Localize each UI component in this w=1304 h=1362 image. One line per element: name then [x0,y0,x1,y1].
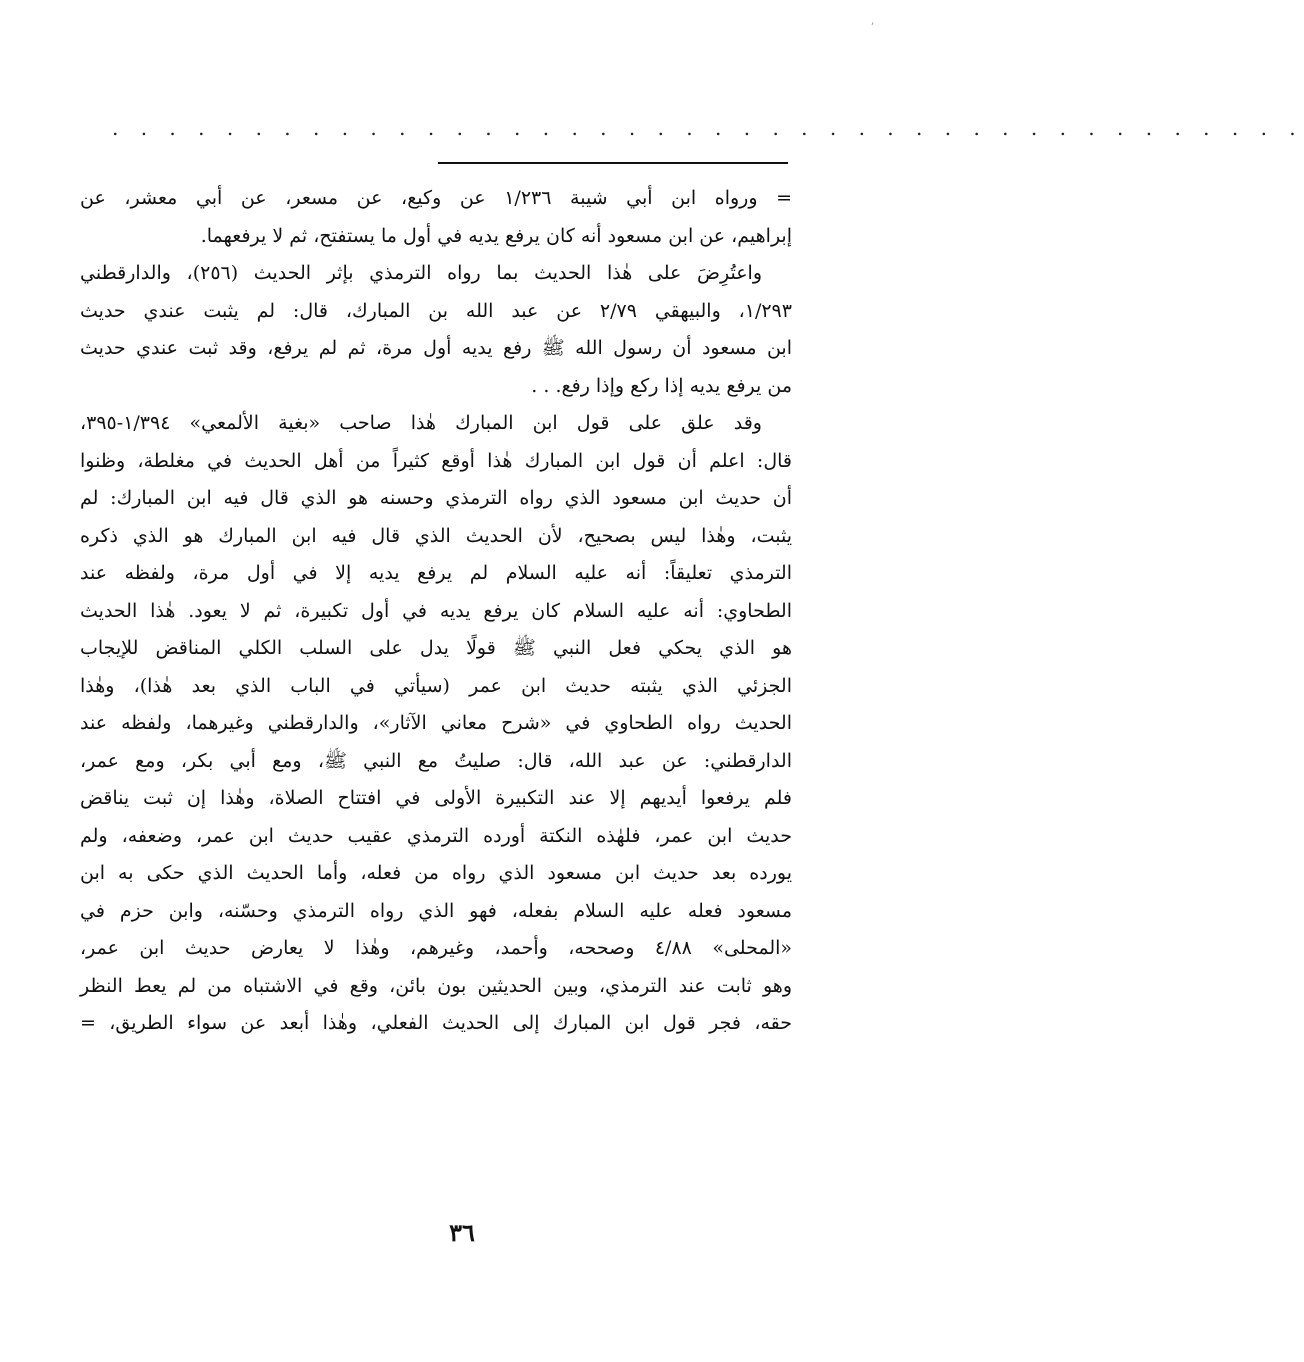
footnote-line: الدارقطني: عن عبد الله، قال: صليتُ مع النبي ﷺ، ومع أبي بكر، ومع عمر، [80,749,792,772]
footnote-line: حديث ابن عمر، فلهٰذه النكتة أورده الترمذي عقيب حديث ابن عمر، وضعفه، ولم [80,824,792,847]
footnote-line: مسعود فعله عليه السلام بفعله، فهو الذي رواه الترمذي وحسّنه، وابن حزم في [80,899,792,922]
footnote-line: = ورواه ابن أبي شيبة ١/٢٣٦ عن وكيع، عن مسعر، عن أبي معشر، عن [80,187,793,209]
footnote-line: فلم يرفعوا أيديهم إلا عند التكبيرة الأولى في افتتاح الصلاة، وهٰذا إن ثبت يناقض [80,787,792,809]
corner-mark: ’ [870,22,874,33]
footnote-line: إبراهيم، عن ابن مسعود أنه كان يرفع يديه في أول ما يستفتح، ثم لا يرفعهما. [200,224,792,247]
footnote-line: هو الذي يحكي فعل النبي ﷺ قولًا يدل على السلب الكلي المناقض للإيجاب [80,637,792,659]
footnote-line: الحديث رواه الطحاوي في «شرح معاني الآثار»، والدارقطني وغيرهما، ولفظه عند [80,712,792,734]
page-number: ٣٦ [449,1218,475,1247]
footnote-line: يورده بعد حديث ابن مسعود الذي رواه من فعله، وأما الحديث الذي حكى به ابن [80,862,792,884]
dotted-separator: . . . . . . . . . . . . . . . . . . . . . . . . . . . . . . . . . . . . . . . . . . [112,116,1304,140]
footnote-line: الجزئي الذي يثبته حديث ابن عمر (سيأتي في الباب الذي بعد هٰذا)، وهٰذا [80,674,792,697]
footnote-line: ١/٢٩٣، والبيهقي ٢/٧٩ عن عبد الله بن المبارك، قال: لم يثبت عندي حديث [80,299,792,322]
footnote-line: يثبت، وهٰذا ليس بصحيح، لأن الحديث الذي قال فيه ابن المبارك هو الذي ذكره [80,524,792,547]
footnote-line: من يرفع يديه إذا ركع وإذا رفع. . . [531,374,792,397]
footnote-text [80,180,792,1043]
footnote-line: الطحاوي: أنه عليه السلام كان يرفع يديه في أول تكبيرة، ثم لا يعود. هٰذا الحديث [80,599,792,622]
footnote-line: واعتُرِضَ على هٰذا الحديث بما رواه الترمذي بإثر الحديث (٢٥٦)، والدارقطني [80,262,762,284]
footnote-line: ابن مسعود أن رسول الله ﷺ رفع يديه أول مرة، ثم لم يرفع، وقد ثبت عندي حديث [80,337,792,359]
footnote-line: أن حديث ابن مسعود الذي رواه الترمذي وحسنه هو الذي قال فيه ابن المبارك: لم [80,487,792,509]
footnote-line: وهو ثابت عند الترمذي، وبين الحديثين بون بائن، وقع في الاشتباه من لم يعط النظر [80,974,792,997]
footnote-line: الترمذي تعليقاً: أنه عليه السلام لم يرفع يديه إلا في أول مرة، ولفظه عند [80,562,792,584]
footnote-line: قال: اعلم أن قول ابن المبارك هٰذا أوقع كثيراً من أهل الحديث في مغلطة، وظنوا [80,449,792,472]
footnote-rule [438,162,788,164]
footnote-line: وقد علق على قول ابن المبارك هٰذا صاحب «بغية الألمعي» ١/٣٩٤-٣٩٥، [80,412,762,434]
footnote-line: «المحلى» ٤/٨٨ وصححه، وأحمد، وغيرهم، وهٰذا لا يعارض حديث ابن عمر، [80,937,793,959]
footnote-line: حقه، فجر قول ابن المبارك إلى الحديث الفعلي، وهٰذا أبعد عن سواء الطريق، = [80,1012,792,1034]
